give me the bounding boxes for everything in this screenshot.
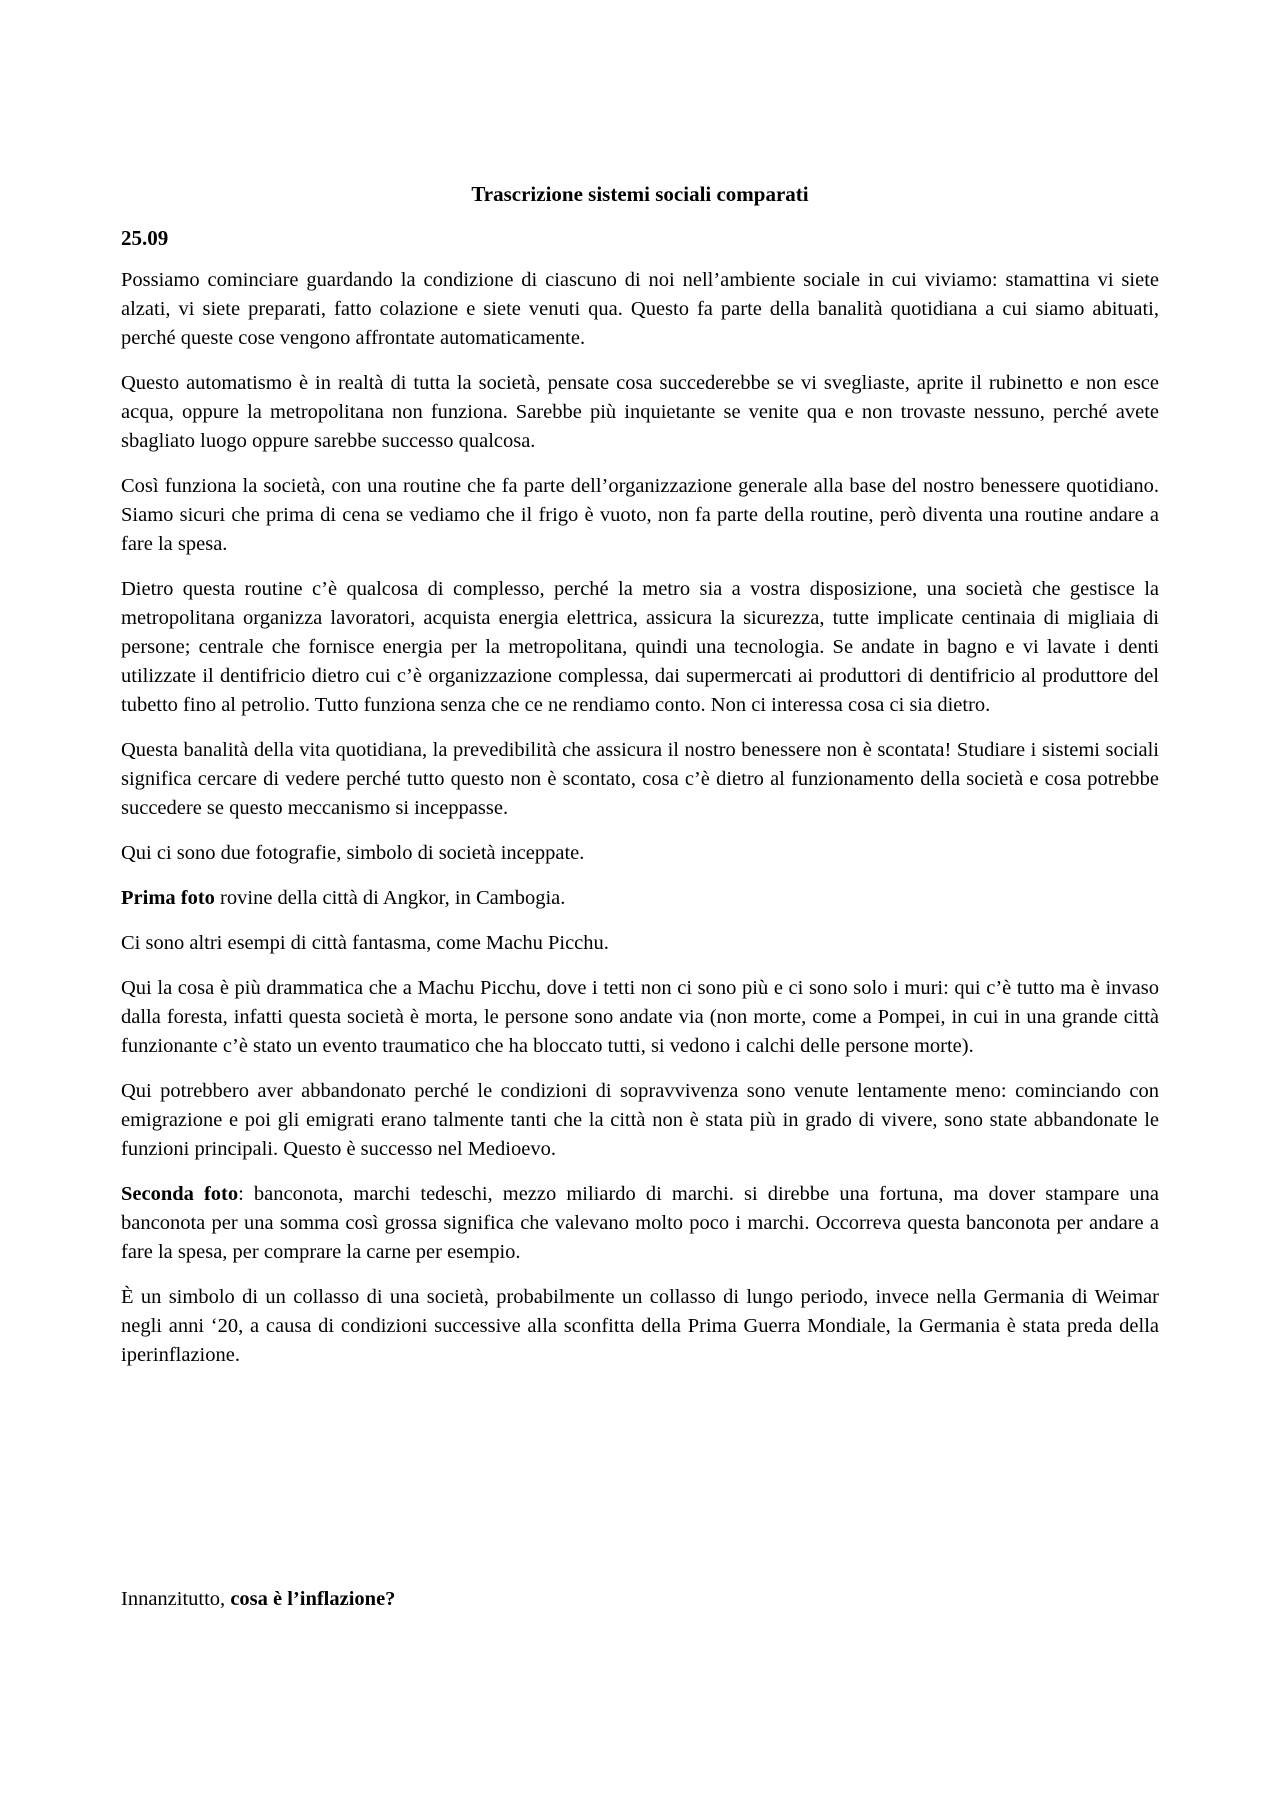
- paragraph: Possiamo cominciare guardando la condizione di ciascuno di noi nell’ambiente sociale in cui viviamo: stamattina vi siete alzati, vi siete preparati, fatto colazione e siete venuti qua. Questo fa parte della banalità quotidiana a cui siamo abituati, perché queste cose vengono affrontate automaticamente.: [121, 269, 1159, 349]
- second-photo-paragraph: [121, 1180, 1159, 1267]
- paragraph: Qui ci sono due fotografie, simbolo di società inceppate.: [121, 842, 585, 864]
- paragraph: È un simbolo di un collasso di una società, probabilmente un collasso di lungo periodo, invece nella Germania di Weimar negli anni ‘20, a causa di condizioni successive alla sconfitta della Prima Guerra Mondiale, la Germania è stata preda della iperinflazione.: [121, 1286, 1159, 1366]
- paragraph: Ci sono altri esempi di città fantasma, come Machu Picchu.: [121, 932, 609, 954]
- document-title: Trascrizione sistemi sociali comparati: [471, 182, 809, 206]
- paragraph: Qui potrebbero aver abbandonato perché le condizioni di sopravvivenza sono venute lentamente meno: cominciando con emigrazione e poi gli emigrati erano talmente tanti che la città non è stata più in grado di vivere, sono state abbandonate le funzioni principali. Questo è successo nel Medioevo.: [121, 1080, 1159, 1160]
- second-photo-text: : banconota, marchi tedeschi, mezzo miliardo di marchi. si direbbe una fortuna, ma dover stampare una banconota per una somma così grossa significa che valevano molto poco i marchi. Occorreva questa banconota per andare a fare la spesa, per comprare la carne per esempio.: [121, 1183, 1159, 1263]
- paragraph: Così funziona la società, con una routine che fa parte dell’organizzazione generale alla base del nostro benessere quotidiano. Siamo sicuri che prima di cena se vediamo che il frigo è vuoto, non fa parte della routine, però diventa una routine andare a fare la spesa.: [121, 475, 1159, 555]
- final-line-prefix: Innanzitutto,: [121, 1588, 231, 1610]
- document-body: [121, 180, 1159, 1386]
- lecture-date: 25.09: [121, 226, 169, 250]
- paragraph: Qui la cosa è più drammatica che a Machu Picchu, dove i tetti non ci sono più e ci sono solo i muri: qui c’è tutto ma è invaso dalla foresta, infatti questa società è morta, le persone sono andate via (non morte, come a Pompei, in cui in una grande città funzionante c’è stato un evento traumatico che ha bloccato tutti, si vedono i calchi delle persone morte).: [121, 977, 1159, 1057]
- first-photo-label: Prima foto: [121, 887, 215, 909]
- paragraph: Questa banalità della vita quotidiana, la prevedibilità che assicura il nostro benessere non è scontata! Studiare i sistemi sociali significa cercare di vedere perché tutto questo non è scontato, cosa c’è dietro al funzionamento della società e cosa potrebbe succedere se questo meccanismo si inceppasse.: [121, 739, 1159, 819]
- final-line-question: cosa è l’inflazione?: [230, 1588, 396, 1610]
- final-line: [121, 1585, 395, 1614]
- paragraph: Questo automatismo è in realtà di tutta la società, pensate cosa succederebbe se vi svegliaste, aprite il rubinetto e non esce acqua, oppure la metropolitana non funziona. Sarebbe più inquietante se venite qua e non trovaste nessuno, perché avete sbagliato luogo oppure sarebbe successo qualcosa.: [121, 372, 1159, 452]
- first-photo-text: rovine della città di Angkor, in Cambogia.: [214, 887, 566, 909]
- second-photo-label: Seconda foto: [121, 1183, 239, 1205]
- paragraph: Dietro questa routine c’è qualcosa di complesso, perché la metro sia a vostra disposizione, una società che gestisce la metropolitana organizza lavoratori, acquista energia elettrica, assicura la sicurezza, tutte implicate centinaia di migliaia di persone; centrale che fornisce energia per la metropolitana, quindi una tecnologia. Se andate in bagno e vi lavate i denti utilizzate il dentifricio dietro cui c’è organizzazione complessa, dai supermercati ai produttori di dentifricio al produttore del tubetto fino al petrolio. Tutto funziona senza che ce ne rendiamo conto. Non ci interessa cosa ci sia dietro.: [121, 578, 1159, 716]
- first-photo-paragraph: [121, 884, 1159, 913]
